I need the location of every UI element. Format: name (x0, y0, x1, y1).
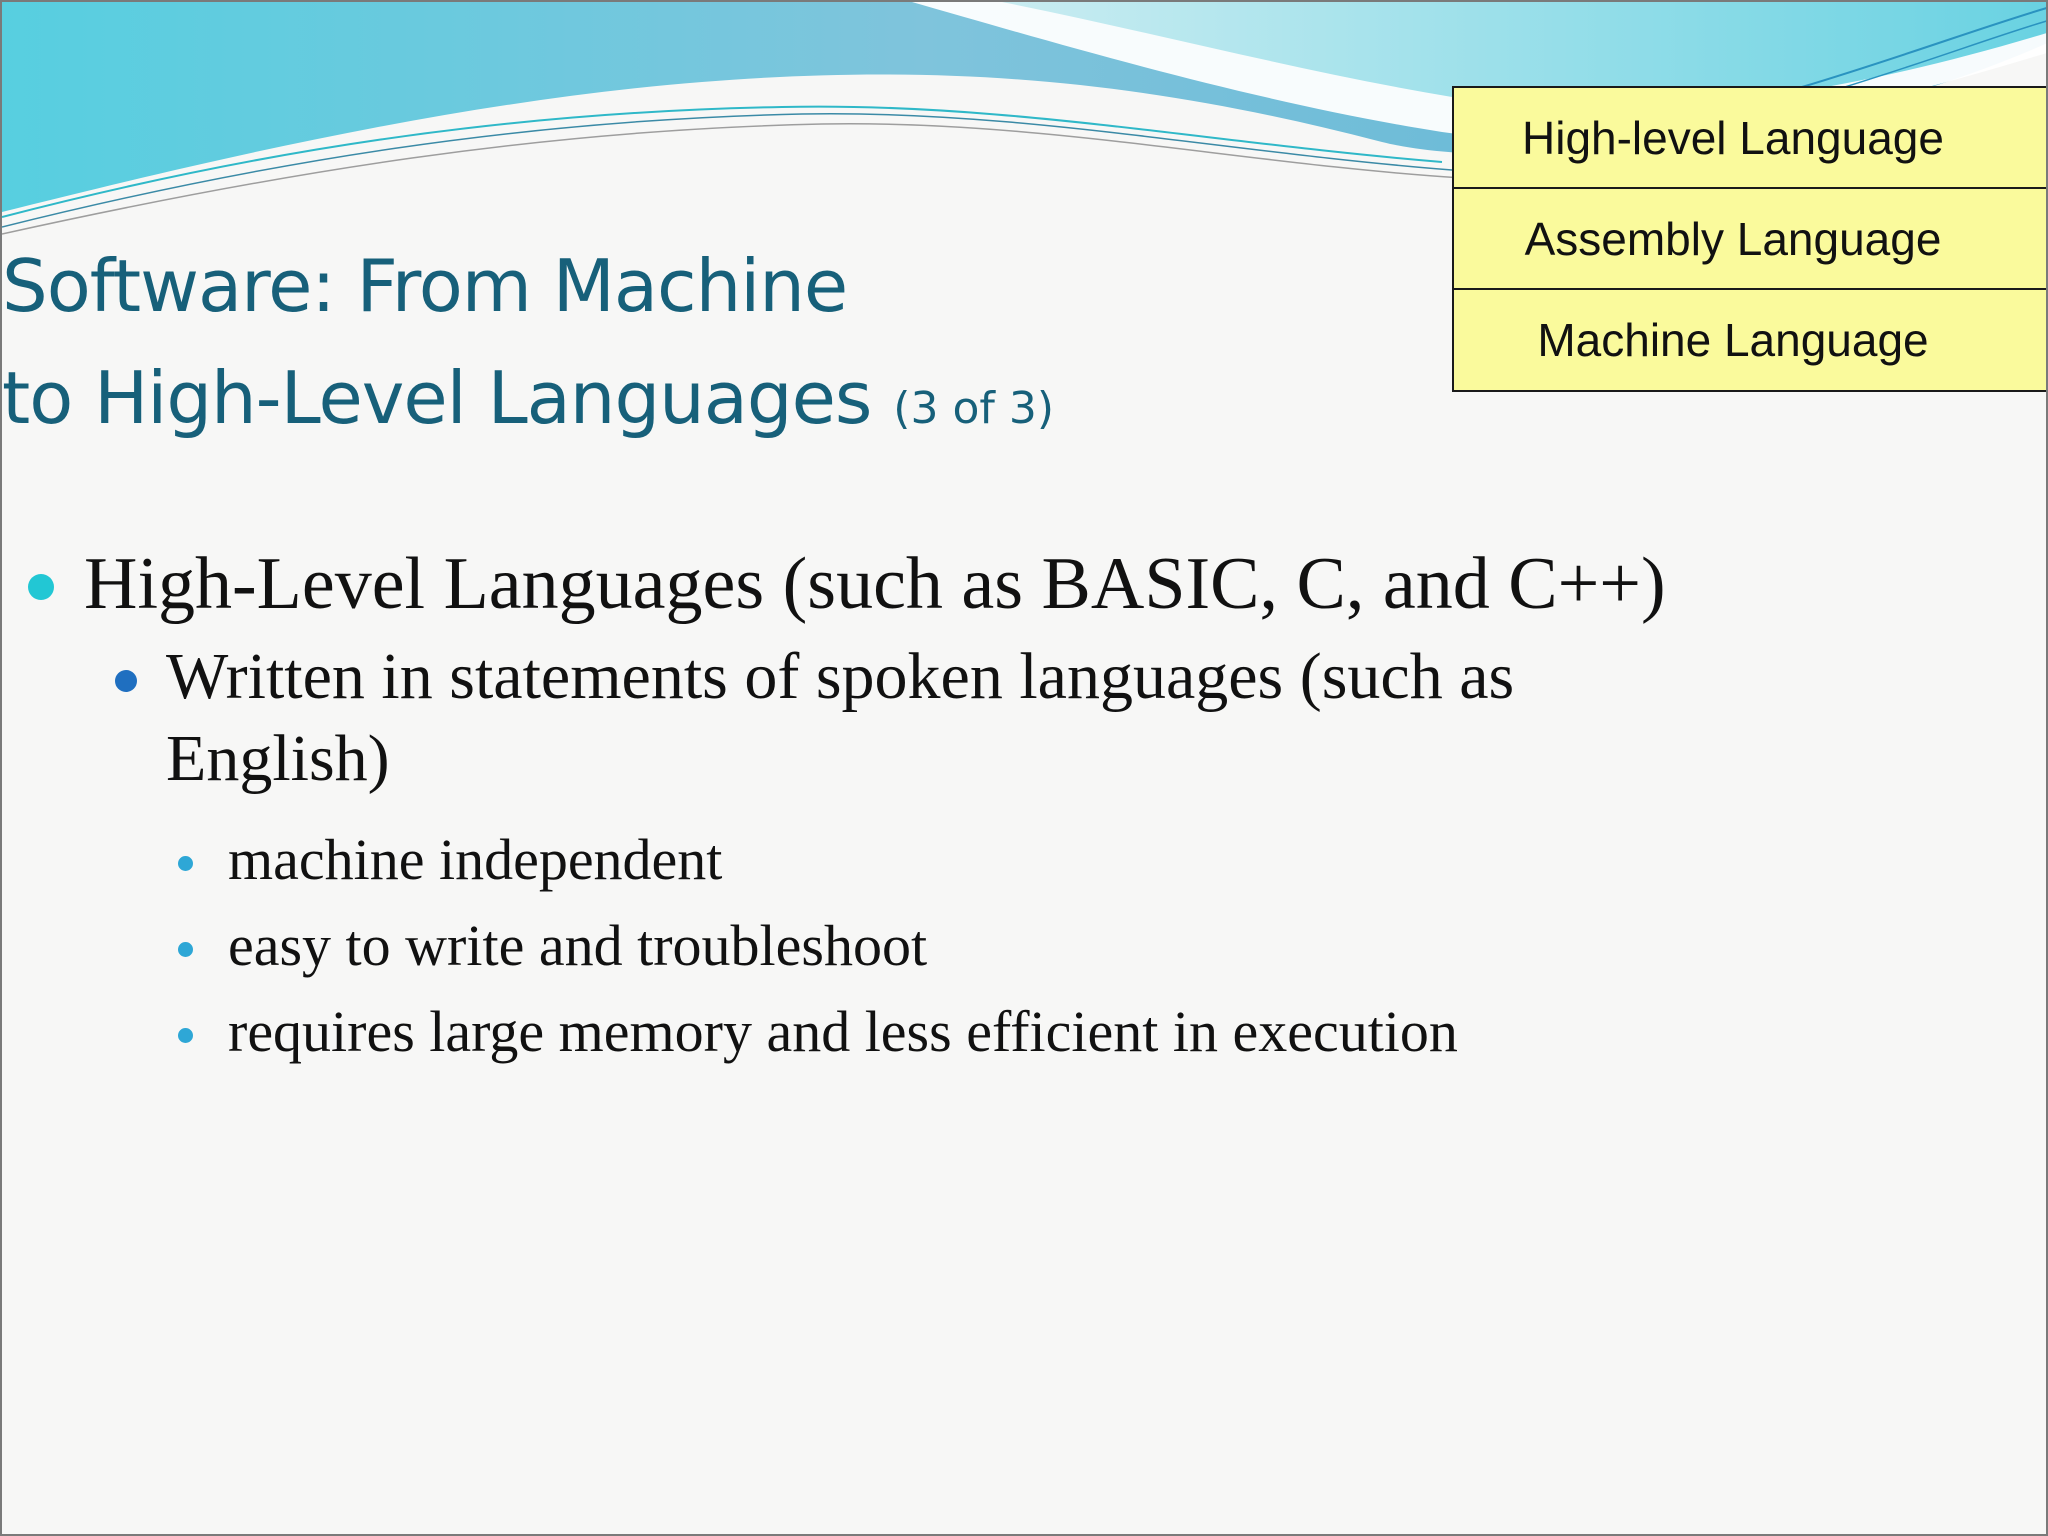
bullet-dot (178, 942, 193, 957)
bullet-dot (178, 856, 193, 871)
bullet-dot (28, 574, 54, 600)
bullet-level-3 (228, 990, 1458, 1074)
assembly-language-box: Assembly Language (1454, 189, 2048, 290)
title-line-1: Software: From Machine (2, 244, 848, 328)
bullet-text: easy to write and troubleshoot (228, 913, 928, 978)
language-hierarchy-table (1452, 86, 2048, 392)
machine-language-box: Machine Language (1454, 290, 2048, 390)
bullet-level-2 (166, 636, 1514, 800)
title-line-2: to High-Level Languages (2, 356, 872, 440)
bullet-dot (178, 1028, 193, 1043)
bullet-level-3 (228, 904, 927, 988)
bullet-level-3 (228, 818, 722, 902)
bullet-dot (115, 670, 137, 692)
slide-title (2, 230, 1054, 465)
bullet-text: requires large memory and less efficient in execution (228, 999, 1458, 1064)
bullet-text-line-2: English) (166, 722, 390, 795)
high-level-language-box: High-level Language (1454, 88, 2048, 189)
bullet-level-1 (84, 532, 1666, 636)
bullet-text: machine independent (228, 827, 723, 892)
bullet-text-line-1: Written in statements of spoken languages (such as (166, 640, 1515, 713)
bullet-text: High-Level Languages (such as BASIC, C, and C++) (84, 543, 1666, 625)
title-suffix: (3 of 3) (893, 383, 1054, 434)
